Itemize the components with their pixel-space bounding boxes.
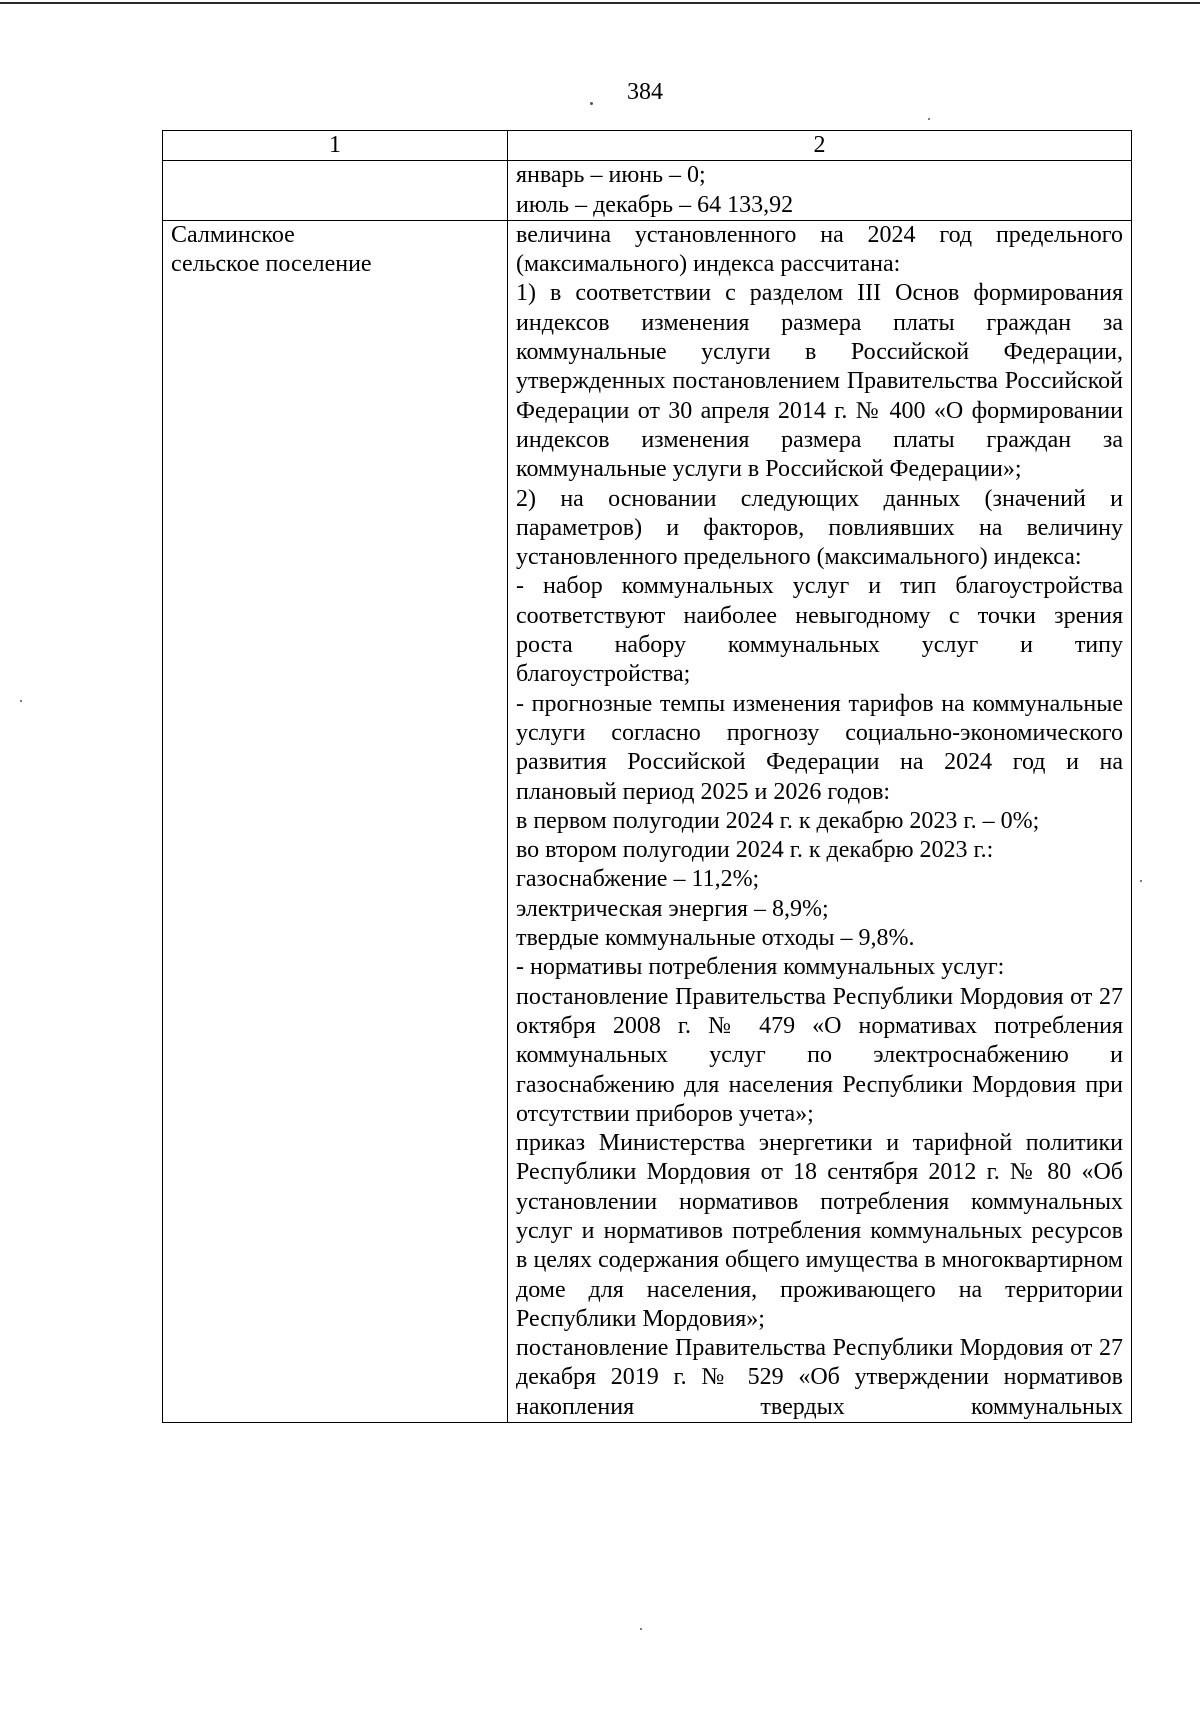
paragraph-intro: величина установленного на 2024 год предельного (максимального) индекса рассчитана: — [516, 221, 1123, 278]
scan-top-border — [0, 2, 1200, 4]
column-header-2: 2 — [508, 131, 1132, 161]
paragraph-services-set: - набор коммунальных услуг и тип благоустройства соответствуют наиболее невыгодному с точки зрения роста набору коммунальных услуг и типу благоустройства; — [516, 573, 1123, 688]
column-header-1: 1 — [163, 131, 508, 161]
scan-speck — [20, 700, 22, 702]
paragraph-electricity-rate: электрическая энергия – 8,9%; — [516, 895, 829, 922]
settlement-name-line-1: Салминское — [171, 221, 295, 248]
paragraph-order-80: приказ Министерства энергетики и тарифной политики Республики Мордовия от 18 сентября 2012 г. № 80 «Об установлении нормативов потребления коммунальных услуг и нормативов потребления коммунальных ресурсов в целях содержания общего имущества в многоквартирном доме для населения, проживающего на территории Республики Мордовия»; — [516, 1130, 1123, 1332]
paragraph-item-1: 1) в соответствии с разделом III Основ формирования индексов изменения размера платы граждан за коммунальные услуги в Российской Федерации, утвержденных постановлением Правительства Российской Федерации от 30 апреля 2014 г. № 400 «О формировании индексов изменения размера платы граждан за коммунальные услуги в Российской Федерации»; — [516, 280, 1123, 483]
paragraph-resolution-529: постановление Правительства Республики Мордовия от 27 декабря 2019 г. № 529 «Об утверждении нормативов накопления твердых коммунальных — [516, 1335, 1123, 1420]
paragraph-second-half-rate: во втором полугодии 2024 г. к декабрю 2023 г.: — [516, 837, 994, 864]
scan-speck — [640, 1628, 642, 1630]
paragraph-first-half-rate: в первом полугодии 2024 г. к декабрю 2023 г. – 0%; — [516, 807, 1040, 834]
table-header-row — [163, 131, 1132, 161]
table-row — [163, 220, 1132, 1422]
scan-speck — [590, 102, 593, 105]
paragraph-tariff-forecast: - прогнозные темпы изменения тарифов на коммунальные услуги согласно прогнозу социально-экономического развития Российской Федерации на 2024 год и на плановый период 2025 и 2026 годов: — [516, 690, 1123, 805]
paragraph-gas-rate: газоснабжение – 11,2%; — [516, 866, 760, 893]
paragraph-item-2: 2) на основании следующих данных (значений и параметров) и факторов, повлиявших на величину установленного предельного (максимального) индекса: — [516, 485, 1123, 571]
paragraph-waste-rate: твердые коммунальные отходы – 9,8%. — [516, 925, 915, 952]
table-cell-col1 — [163, 220, 508, 1422]
page-number: 384 — [627, 79, 663, 105]
table-row — [163, 161, 1132, 221]
payment-second-half: июль – декабрь – 64 133,92 — [516, 191, 794, 218]
settlement-name-line-2: сельское поселение — [171, 251, 372, 278]
data-table — [162, 130, 1132, 1423]
table-cell-col2 — [508, 161, 1132, 221]
table-cell-col1 — [163, 161, 508, 221]
paragraph-norms-heading: - нормативы потребления коммунальных услуг: — [516, 954, 1005, 981]
table-cell-col2 — [508, 220, 1132, 1422]
paragraph-resolution-479: постановление Правительства Республики Мордовия от 27 октября 2008 г. № 479 «О нормативах потребления коммунальных услуг по электроснабжению и газоснабжению для населения Республики Мордовия при отсутствии приборов учета»; — [516, 983, 1123, 1127]
scan-speck — [928, 118, 930, 120]
payment-first-half: январь – июнь – 0; — [516, 162, 706, 189]
scan-speck — [1140, 880, 1142, 882]
